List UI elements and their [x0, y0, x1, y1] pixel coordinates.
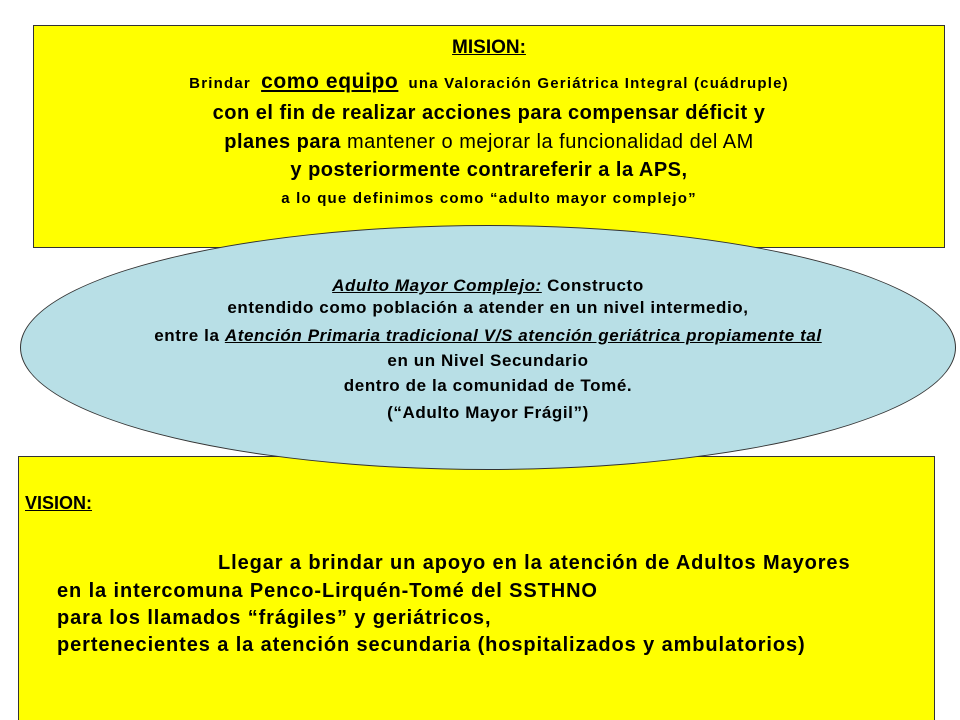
- definition-ellipse: [20, 225, 956, 470]
- definition-line-5: [20, 377, 956, 394]
- definition-line-1: [20, 277, 956, 294]
- definition-line-5-text: dentro de la comunidad de Tomé.: [343, 376, 633, 395]
- definition-line-4-text: en un Nivel Secundario: [387, 351, 589, 370]
- mision-emphasis-como-equipo: como equipo: [261, 70, 399, 93]
- mision-line-3-bold: planes para: [224, 131, 341, 153]
- definition-line-6: [20, 404, 956, 421]
- vision-line-1-text: Llegar a brindar un apoyo en la atención de Adultos Mayores: [218, 552, 851, 574]
- mision-line-5: [33, 191, 945, 206]
- vision-title: VISION:: [25, 493, 93, 513]
- definition-line-3-emphasis: Atención Primaria tradicional V/S atención geriátrica propiamente tal: [224, 326, 822, 345]
- definition-line-4: [20, 352, 956, 369]
- definition-line-6-text: (“Adulto Mayor Frágil”): [387, 403, 589, 422]
- mision-line-5-text: a lo que definimos como “adulto mayor complejo”: [281, 190, 697, 207]
- vision-line-3-text: para los llamados “frágiles” y geriátricos,: [57, 607, 492, 629]
- mision-line-1-suffix: una Valoración Geriátrica Integral (cuádruple): [408, 75, 789, 92]
- vision-line-4-text: pertenecientes a la atención secundaria (hospitalizados y ambulatorios): [57, 634, 806, 656]
- vision-line-4: [57, 635, 806, 655]
- mision-line-2: [33, 103, 945, 123]
- mision-title-line: [33, 38, 945, 57]
- mision-line-4: [33, 160, 945, 180]
- vision-line-2-text: en la intercomuna Penco-Lirquén-Tomé del SSTHNO: [57, 580, 598, 602]
- mision-line-1: [33, 71, 945, 92]
- mision-title: MISION:: [452, 37, 526, 58]
- definition-line-1-rest: Constructo: [547, 276, 644, 295]
- vision-line-1: [218, 553, 850, 573]
- vision-line-2: [57, 581, 598, 601]
- mision-line-4-text: y posteriormente contrareferir a la APS,: [290, 159, 688, 181]
- definition-line-2: [20, 299, 956, 316]
- definition-term: Adulto Mayor Complejo:: [332, 276, 542, 295]
- mision-line-3-normal: mantener o mejorar la funcionalidad del AM: [346, 131, 754, 153]
- definition-line-2-text: entendido como población a atender en un nivel intermedio,: [227, 298, 749, 317]
- definition-line-3-prefix: entre la: [154, 326, 220, 345]
- mision-line-2-text: con el fin de realizar acciones para compensar déficit y: [212, 102, 766, 124]
- mision-line-1-prefix: Brindar: [189, 75, 251, 92]
- definition-line-3: [20, 327, 956, 344]
- mision-line-3: [33, 132, 945, 152]
- vision-line-3: [57, 608, 491, 628]
- vision-title-line: [25, 494, 92, 512]
